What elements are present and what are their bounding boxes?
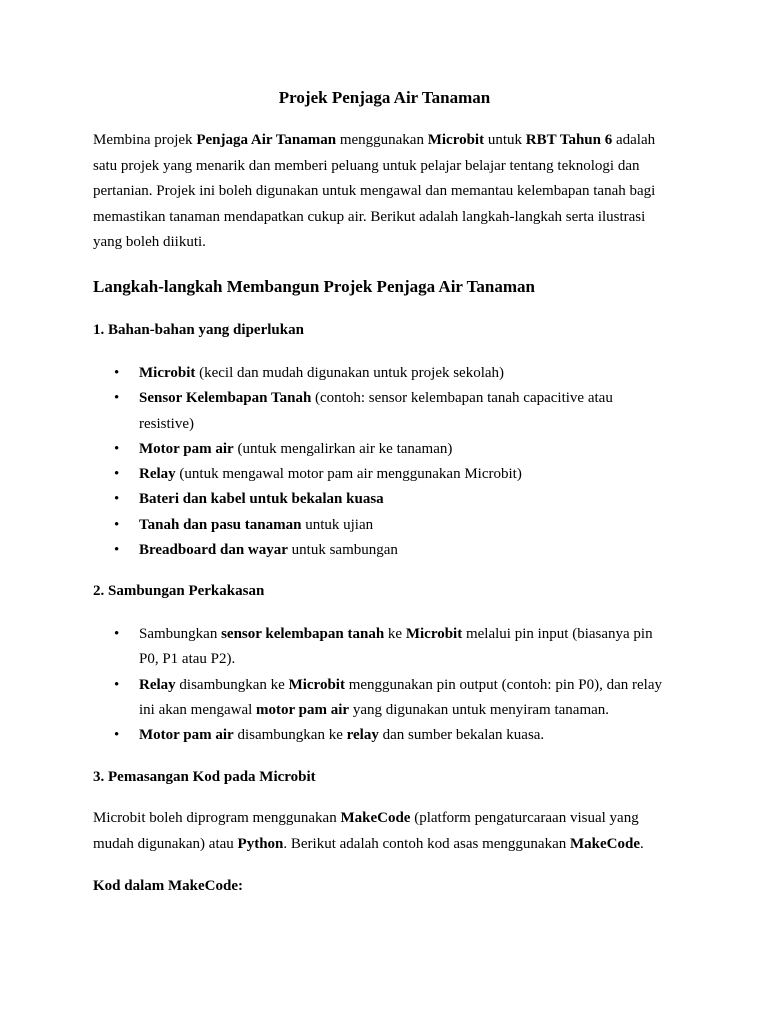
list-item xyxy=(93,386,668,437)
steps-heading: Langkah-langkah Membangun Projek Penjaga Air Tanaman xyxy=(93,277,535,296)
para-bold-makecode: MakeCode xyxy=(340,810,411,826)
para-text: . Berikut adalah contoh kod asas menggunakan xyxy=(283,835,570,852)
item-text: (untuk mengalirkan air ke tanaman) xyxy=(233,440,453,457)
item-bold: Bateri dan kabel untuk bekalan kuasa xyxy=(139,491,384,508)
list-item xyxy=(93,487,668,512)
section2-heading: 2. Sambungan Perkakasan xyxy=(93,583,265,599)
list-item xyxy=(93,513,668,538)
item-bold: Relay xyxy=(139,466,176,483)
item-text: untuk sambungan xyxy=(287,542,398,559)
list-item xyxy=(93,462,668,487)
intro-text-4: adalah satu projek yang menarik dan memberi peluang untuk pelajar belajar tentang teknologi dan pertanian. Projek ini boleh digunakan untuk mengawal dan memantau kelembapan tanah bagi memastikan tanaman mendapatkan cukup air. Berikut adalah langkah-langkah serta ilustrasi yang boleh diikuti. xyxy=(93,132,656,250)
hardware-list xyxy=(93,622,668,748)
list-item xyxy=(93,361,668,386)
item-bold: motor pam air xyxy=(256,701,350,718)
item-text: (kecil dan mudah digunakan untuk projek sekolah) xyxy=(195,365,505,381)
list-item xyxy=(93,538,668,563)
intro-bold-microbit: Microbit xyxy=(427,132,485,148)
intro-paragraph xyxy=(93,128,678,256)
item-text: menggunakan pin output (contoh: pin P0), dan relay ini akan mengawal xyxy=(139,676,662,718)
item-bold: Relay xyxy=(139,676,176,693)
item-text: yang digunakan untuk menyiram tanaman. xyxy=(349,701,610,718)
item-bold: Microbit xyxy=(405,626,463,642)
section1-heading: 1. Bahan-bahan yang diperlukan xyxy=(93,322,304,338)
item-bold: Microbit xyxy=(288,676,345,693)
item-bold: Breadboard dan wayar xyxy=(139,542,288,559)
page-title: Projek Penjaga Air Tanaman xyxy=(278,88,491,107)
item-bold: sensor kelembapan tanah xyxy=(221,626,385,642)
section3-heading: 3. Pemasangan Kod pada Microbit xyxy=(93,769,316,785)
item-text: untuk ujian xyxy=(301,516,374,533)
item-text: disambungkan ke xyxy=(233,727,347,744)
code-heading: Kod dalam MakeCode: xyxy=(93,878,243,894)
para-bold-makecode: MakeCode xyxy=(569,835,640,852)
list-item xyxy=(93,673,668,724)
section3-paragraph xyxy=(93,806,678,857)
intro-bold-project: Penjaga Air Tanaman xyxy=(196,132,337,148)
intro-text-1: Membina projek xyxy=(93,132,197,148)
intro-text-2: menggunakan xyxy=(336,132,428,148)
list-item xyxy=(93,723,668,748)
item-text: Sambungkan xyxy=(139,626,222,642)
list-item xyxy=(93,622,668,673)
item-text: melalui pin input (biasanya pin P0, P1 atau P2). xyxy=(139,626,653,668)
intro-text-3: untuk xyxy=(484,132,526,148)
item-bold: Motor pam air xyxy=(139,440,234,457)
item-text: disambungkan ke xyxy=(175,676,289,693)
intro-bold-rbt: RBT Tahun 6 xyxy=(525,132,613,148)
item-text: (untuk mengawal motor pam air menggunakan Microbit) xyxy=(175,466,522,483)
para-bold-python: Python xyxy=(237,835,284,852)
para-text: Microbit boleh diprogram menggunakan xyxy=(93,810,341,826)
item-bold: Motor pam air xyxy=(139,727,234,744)
item-text: (contoh: sensor kelembapan tanah capacitive atau resistive) xyxy=(139,390,613,432)
item-bold: Tanah dan pasu tanaman xyxy=(139,516,302,533)
para-text: . xyxy=(639,835,644,852)
list-item xyxy=(93,437,668,462)
item-bold: Sensor Kelembapan Tanah xyxy=(139,390,312,407)
item-bold: Microbit xyxy=(139,365,196,381)
item-bold: relay xyxy=(346,727,379,744)
materials-list xyxy=(93,361,668,563)
para-text: (platform pengaturcaraan visual yang mudah digunakan) atau xyxy=(93,810,639,852)
item-text: ke xyxy=(384,626,406,642)
item-text: dan sumber bekalan kuasa. xyxy=(378,727,545,744)
